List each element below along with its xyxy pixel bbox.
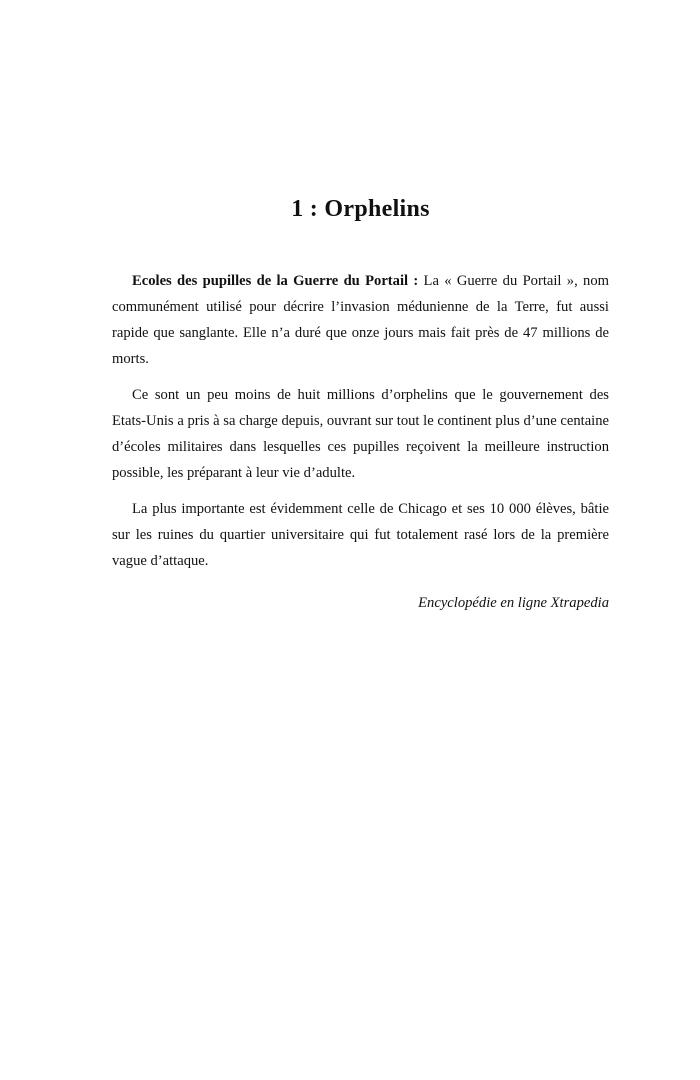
paragraph-lead: Ecoles des pupilles de la Guerre du Portail : <box>132 273 419 289</box>
paragraph-3 <box>112 496 609 574</box>
paragraph-text: La « Guerre du Portail », nom communément utilisé pour décrire l’invasion médunienne de la Terre, fut aussi rapide que sanglante. Elle n’a duré que onze jours mais fait près de 47 millions de morts. <box>112 273 609 367</box>
paragraph-2 <box>112 382 609 486</box>
paragraph-1 <box>112 268 609 372</box>
paragraph-text: La plus importante est évidemment celle de Chicago et ses 10 000 élèves, bâtie sur les ruines du quartier universitaire qui fut totalement rasé lors de la première vague d’attaque. <box>112 501 609 569</box>
paragraph-text: Ce sont un peu moins de huit millions d’orphelins que le gouvernement des Etats-Unis a pris à sa charge depuis, ouvrant sur tout le continent plus d’une centaine d’écoles militaires dans lesquelles ces pupilles reçoivent la meilleure instruction possible, les préparant à leur vie d’adulte. <box>112 387 609 481</box>
source-attribution: Encyclopédie en ligne Xtrapedia <box>418 595 609 611</box>
chapter-body <box>112 268 609 616</box>
book-page <box>112 0 609 1080</box>
chapter-title: 1 : Orphelins <box>291 196 430 222</box>
